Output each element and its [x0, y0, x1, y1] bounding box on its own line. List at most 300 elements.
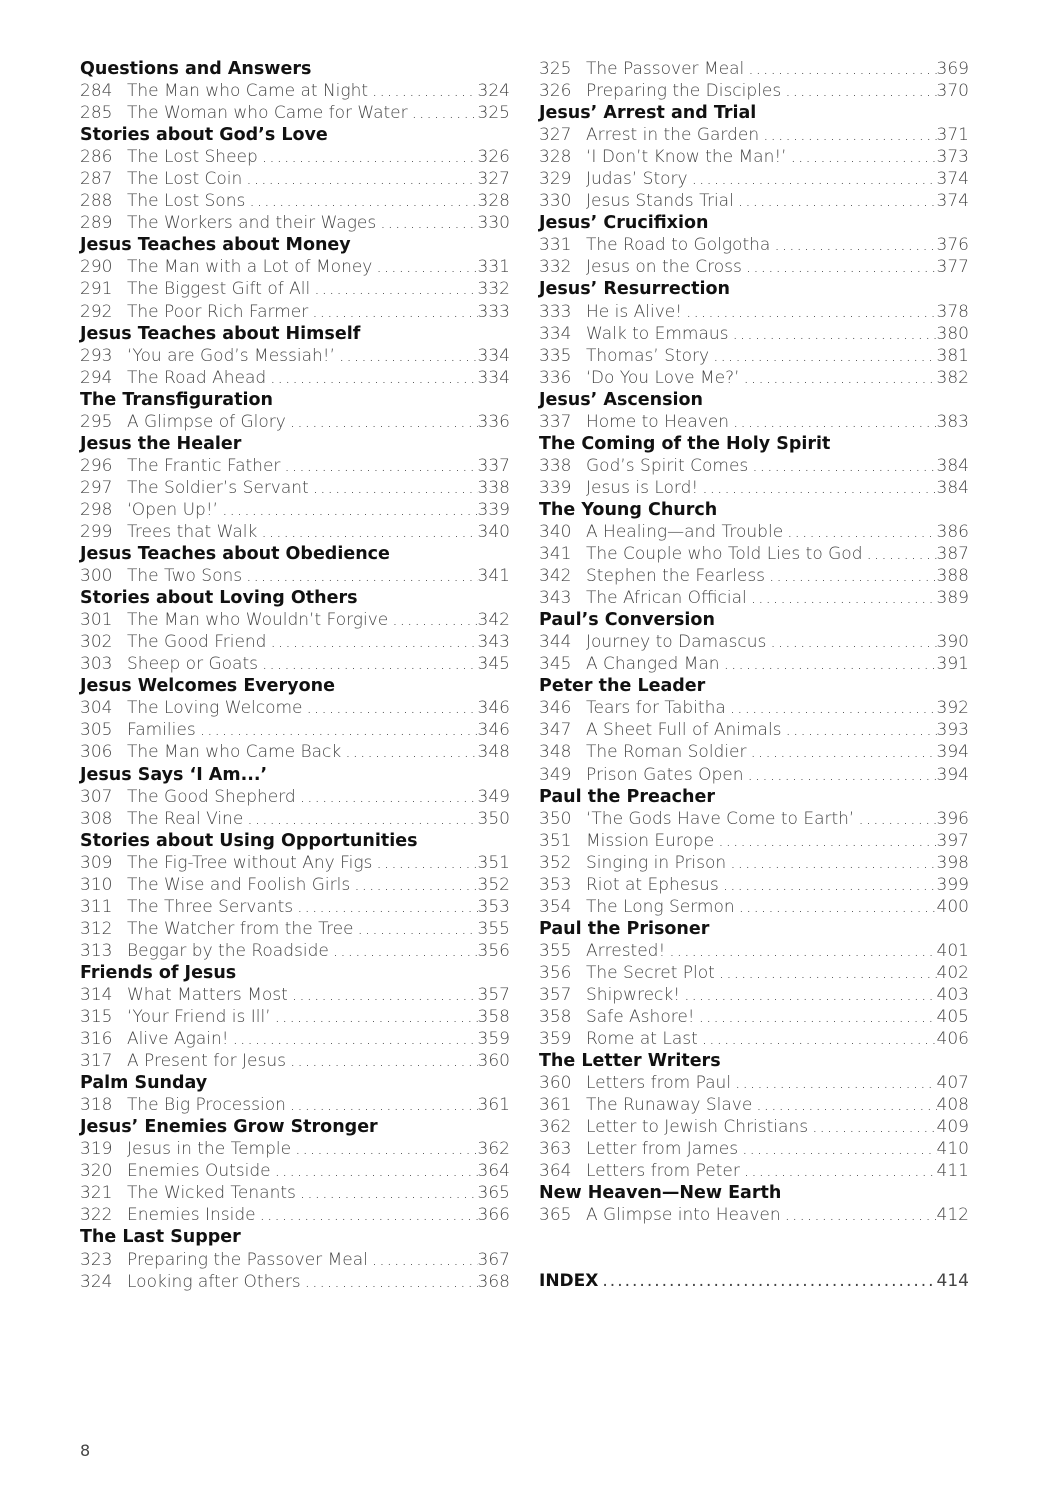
entry-number: 291	[80, 279, 113, 300]
leader-dots	[293, 896, 477, 918]
entry-number: 336	[539, 367, 572, 388]
toc-entry[interactable]	[539, 1204, 969, 1226]
toc-entry[interactable]	[80, 786, 510, 808]
section-heading: Questions and Answers	[80, 59, 312, 79]
entry-page: 370	[936, 81, 969, 102]
entry-page: 350	[477, 808, 510, 829]
entry-page: 326	[477, 147, 510, 168]
entry-title: The Passover Meal	[586, 59, 745, 79]
entry-number: 365	[539, 1205, 572, 1226]
toc-entry[interactable]	[539, 565, 969, 587]
entry-title: The Workers and their Wages	[127, 213, 377, 234]
entry-title: The Runaway Slave	[586, 1095, 753, 1116]
entry-title: Thomas’ Story	[586, 345, 710, 366]
toc-entry[interactable]	[80, 1160, 510, 1182]
leader-dots	[372, 852, 477, 874]
leader-dots	[376, 212, 477, 234]
entry-title: ‘Open Up!’	[127, 499, 219, 520]
entry-title: The Woman who Came for Water	[127, 103, 408, 124]
entry-number: 297	[80, 477, 113, 498]
entry-title: A Healing—and Trouble	[586, 521, 784, 542]
entry-number: 348	[539, 742, 572, 763]
toc-entry[interactable]	[539, 697, 969, 719]
entry-title: The Watcher from the Tree	[127, 918, 354, 939]
entry-number: 290	[80, 257, 113, 278]
toc-entry[interactable]	[80, 1050, 510, 1072]
toc-entry[interactable]	[539, 874, 969, 896]
leader-dots	[665, 940, 936, 962]
entry-title: Enemies Inside	[127, 1205, 256, 1226]
entry-number: 294	[80, 367, 113, 388]
toc-entry[interactable]	[80, 697, 510, 719]
section-heading: Jesus the Healer	[80, 433, 242, 454]
entry-title: Preparing the Passover Meal	[127, 1249, 368, 1270]
entry-number: 316	[80, 1029, 113, 1050]
entry-number: 323	[80, 1249, 113, 1270]
toc-entry[interactable]	[80, 521, 510, 543]
entry-title: The Good Friend	[127, 632, 267, 653]
entry-title: What Matters Most	[127, 984, 288, 1005]
section-heading: Jesus’ Resurrection	[539, 279, 730, 300]
entry-page: 333	[477, 301, 510, 322]
leader-dots	[698, 477, 936, 499]
leader-dots	[598, 1270, 936, 1292]
entry-title: Arrested!	[586, 940, 666, 961]
toc-entry[interactable]	[539, 543, 969, 565]
entry-page: 384	[936, 455, 969, 476]
leader-dots	[303, 697, 478, 719]
entry-number: 334	[539, 323, 572, 344]
entry-number: 352	[539, 852, 572, 873]
entry-number: 299	[80, 521, 113, 542]
entry-page: 390	[936, 632, 969, 653]
entry-page: 361	[477, 1095, 510, 1116]
leader-dots	[688, 168, 937, 190]
entry-title: Jesus in the Temple	[127, 1139, 292, 1160]
entry-page: 339	[477, 499, 510, 520]
entry-number: 312	[80, 918, 113, 939]
entry-number: 335	[539, 345, 572, 366]
entry-page: 388	[936, 566, 969, 587]
leader-dots	[747, 587, 937, 609]
entry-page: 376	[936, 235, 969, 256]
entry-title: The Man who Came Back	[127, 742, 342, 763]
toc-entry[interactable]	[539, 190, 969, 212]
section-heading: The Letter Writers	[539, 1051, 721, 1072]
entry-page: 362	[477, 1139, 510, 1160]
leader-dots	[719, 874, 937, 896]
entry-number: 311	[80, 896, 113, 917]
toc-entry[interactable]	[80, 1271, 510, 1293]
entry-title: The Three Servants	[127, 896, 294, 917]
entry-page: 387	[936, 544, 969, 565]
toc-entry[interactable]	[539, 234, 969, 256]
toc-entry[interactable]	[539, 455, 969, 477]
section-heading: Peter the Leader	[539, 676, 706, 697]
entry-title: The Frantic Father	[127, 455, 281, 476]
toc-entry[interactable]	[80, 1249, 510, 1271]
toc-entry[interactable]	[80, 1138, 510, 1160]
toc-entry[interactable]	[539, 896, 969, 918]
leader-dots	[266, 631, 477, 653]
toc-entry[interactable]	[539, 168, 969, 190]
entry-page: 377	[936, 257, 969, 278]
entry-title: Letters from Paul	[586, 1073, 732, 1094]
leader-dots	[734, 190, 937, 212]
toc-entry[interactable]	[539, 741, 969, 763]
leader-dots	[266, 367, 477, 389]
entry-title: The African Official	[586, 588, 747, 609]
toc-entry[interactable]	[80, 984, 510, 1006]
leader-dots	[740, 367, 937, 389]
entry-title: God’s Spirit Comes	[586, 455, 749, 476]
entry-number: 345	[539, 654, 572, 675]
entry-title: Walk to Emmaus	[586, 323, 729, 344]
entry-title: ‘You are God’s Messiah!’	[127, 345, 336, 366]
toc-entry[interactable]	[539, 58, 969, 80]
entry-number: 322	[80, 1205, 113, 1226]
toc-entry[interactable]	[539, 940, 969, 962]
leader-dots	[782, 719, 937, 741]
toc-entry[interactable]	[539, 146, 969, 168]
toc-entry[interactable]	[80, 741, 510, 763]
toc-entry[interactable]	[539, 323, 969, 345]
toc-entry[interactable]	[80, 918, 510, 940]
entry-page: 359	[477, 1029, 510, 1050]
entry-title: A Present for Jesus	[127, 1051, 286, 1072]
entry-title: Jesus on the Cross	[586, 257, 742, 278]
entry-number: 301	[80, 610, 113, 631]
entry-title: Letter to Jewish Christians	[586, 1117, 809, 1138]
entry-title: The Biggest Gift of All	[127, 279, 311, 300]
toc-entry[interactable]	[539, 477, 969, 499]
toc-entry[interactable]	[80, 1204, 510, 1226]
entry-title: Preparing the Disciples	[586, 81, 782, 102]
entry-number: 325	[539, 59, 572, 79]
toc-entry[interactable]	[539, 852, 969, 874]
index-page: 414	[936, 1271, 969, 1292]
leader-dots	[296, 1182, 478, 1204]
entry-number: 284	[80, 81, 113, 102]
toc-entry[interactable]	[539, 984, 969, 1006]
leader-dots	[808, 1116, 936, 1138]
entry-page: 407	[936, 1073, 969, 1094]
entry-number: 353	[539, 874, 572, 895]
entry-title: The Poor Rich Farmer	[127, 301, 309, 322]
section-heading: The Last Supper	[80, 1227, 241, 1248]
entry-page: 378	[936, 301, 969, 322]
entry-number: 326	[539, 81, 572, 102]
leader-dots	[329, 940, 478, 962]
section-heading: Jesus’ Ascension	[539, 389, 703, 410]
toc-entry[interactable]	[539, 1072, 969, 1094]
leader-dots	[787, 146, 937, 168]
index-label: INDEX	[539, 1271, 599, 1292]
entry-number: 332	[539, 257, 572, 278]
entry-number: 285	[80, 103, 113, 124]
entry-page: 367	[477, 1249, 510, 1270]
entry-title: The Fig-Tree without Any Figs	[127, 852, 373, 873]
entry-title: The Loving Welcome	[127, 698, 303, 719]
entry-number: 289	[80, 213, 113, 234]
entry-number: 330	[539, 191, 572, 212]
entry-title: A Glimpse into Heaven	[586, 1205, 781, 1226]
entry-title: Judas’ Story	[586, 169, 688, 190]
toc-entry[interactable]	[80, 653, 510, 675]
toc-entry[interactable]	[80, 1182, 510, 1204]
entry-number: 341	[539, 544, 572, 565]
entry-number: 351	[539, 830, 572, 851]
toc-entry[interactable]	[539, 653, 969, 675]
entry-number: 340	[539, 521, 572, 542]
toc-entry[interactable]	[539, 719, 969, 741]
toc-entry[interactable]	[539, 1138, 969, 1160]
leader-dots	[726, 697, 937, 719]
toc-entry[interactable]	[80, 940, 510, 962]
entry-page: 341	[477, 566, 510, 587]
toc-entry[interactable]	[80, 411, 510, 433]
toc-entry[interactable]	[80, 345, 510, 367]
toc-entry[interactable]	[539, 587, 969, 609]
entry-title: The Good Shepherd	[127, 786, 296, 807]
toc-entry[interactable]	[80, 1094, 510, 1116]
entry-title: ‘I Don’t Know the Man!’	[586, 147, 787, 168]
section-heading: The Young Church	[539, 499, 718, 520]
entry-page: 336	[477, 411, 510, 432]
toc-entry[interactable]	[539, 124, 969, 146]
toc-entry[interactable]	[80, 80, 510, 102]
entry-number: 295	[80, 411, 113, 432]
toc-entry[interactable]	[539, 521, 969, 543]
entry-title: The Lost Sons	[127, 191, 246, 212]
entry-number: 307	[80, 786, 113, 807]
section-heading: Stories about Using Opportunities	[80, 830, 418, 851]
entry-page: 325	[477, 103, 510, 124]
entry-page: 358	[477, 1007, 510, 1028]
entry-page: 351	[477, 852, 510, 873]
toc-entry[interactable]	[80, 367, 510, 389]
entry-title: Jesus Stands Trial	[586, 191, 734, 212]
entry-number: 302	[80, 632, 113, 653]
entry-title: Safe Ashore!	[586, 1007, 695, 1028]
entry-number: 324	[80, 1271, 113, 1292]
leader-dots	[335, 345, 478, 367]
toc-entry[interactable]	[80, 896, 510, 918]
leader-dots	[752, 1094, 936, 1116]
leader-dots	[286, 411, 478, 433]
entry-title: ‘Your Friend is Ill’	[127, 1007, 271, 1028]
entry-page: 384	[936, 477, 969, 498]
entry-number: 304	[80, 698, 113, 719]
leader-dots	[682, 301, 937, 323]
toc-rows-right	[539, 58, 969, 1226]
leader-dots	[742, 256, 937, 278]
entry-number: 360	[539, 1073, 572, 1094]
toc-entry[interactable]	[80, 565, 510, 587]
toc-entry[interactable]	[80, 719, 510, 741]
toc-entry[interactable]	[539, 256, 969, 278]
entry-page: 381	[936, 345, 969, 366]
toc-entry[interactable]	[539, 1160, 969, 1182]
entry-number: 338	[539, 455, 572, 476]
leader-dots	[368, 80, 478, 102]
toc-entry[interactable]	[80, 455, 510, 477]
toc-entry[interactable]	[80, 146, 510, 168]
entry-page: 368	[477, 1271, 510, 1292]
toc-entry[interactable]	[80, 301, 510, 323]
page-number: 8	[80, 1441, 91, 1460]
leader-dots	[759, 124, 936, 146]
entry-title: A Glimpse of Glory	[127, 411, 286, 432]
toc-entry[interactable]	[539, 808, 969, 830]
leader-dots	[243, 808, 477, 830]
entry-page: 406	[936, 1029, 969, 1050]
section-heading: Paul the Preacher	[539, 786, 715, 807]
leader-dots	[301, 1271, 478, 1293]
toc-entry[interactable]	[539, 764, 969, 786]
leader-dots	[296, 786, 478, 808]
entry-number: 342	[539, 566, 572, 587]
entry-number: 315	[80, 1007, 113, 1028]
entry-page: 394	[936, 764, 969, 785]
index-entry[interactable]	[539, 1270, 969, 1292]
entry-title: A Sheet Full of Animals	[586, 720, 782, 741]
entry-number: 328	[539, 147, 572, 168]
leader-dots	[280, 455, 477, 477]
entry-title: The Couple who Told Lies to God	[586, 544, 863, 565]
toc-entry[interactable]	[80, 102, 510, 124]
entry-number: 343	[539, 588, 572, 609]
leader-dots	[218, 499, 477, 521]
entry-title: Jesus is Lord!	[586, 477, 699, 498]
entry-title: Beggar by the Roadside	[127, 940, 329, 961]
entry-number: 308	[80, 808, 113, 829]
entry-title: The Wise and Foolish Girls	[127, 874, 351, 895]
entry-page: 366	[477, 1205, 510, 1226]
leader-dots	[743, 764, 936, 786]
toc-entry[interactable]	[539, 962, 969, 984]
entry-page: 408	[936, 1095, 969, 1116]
entry-page: 346	[477, 698, 510, 719]
toc-entry[interactable]	[80, 1006, 510, 1028]
toc-entry[interactable]	[80, 499, 510, 521]
toc-entry[interactable]	[80, 190, 510, 212]
toc-entry[interactable]	[80, 1028, 510, 1050]
entry-number: 354	[539, 896, 572, 917]
toc-entry[interactable]	[539, 1006, 969, 1028]
toc-entry[interactable]	[539, 80, 969, 102]
entry-title: Riot at Ephesus	[586, 874, 719, 895]
entry-page: 400	[936, 896, 969, 917]
entry-page: 396	[936, 808, 969, 829]
entry-page: 324	[477, 81, 510, 102]
toc-entry[interactable]	[539, 301, 969, 323]
entry-number: 359	[539, 1029, 572, 1050]
entry-title: A Changed Man	[586, 654, 720, 675]
toc-entry[interactable]	[80, 874, 510, 896]
entry-number: 333	[539, 301, 572, 322]
entry-title: He is Alive!	[586, 301, 683, 322]
entry-number: 310	[80, 874, 113, 895]
section-heading: Palm Sunday	[80, 1073, 208, 1094]
entry-page: 403	[936, 984, 969, 1005]
leader-dots	[196, 719, 478, 741]
toc-entry[interactable]	[80, 808, 510, 830]
entry-title: The Lost Sheep	[127, 147, 258, 168]
section-heading: The Coming of the Holy Spirit	[539, 433, 831, 454]
entry-page: 342	[477, 610, 510, 631]
entry-title: Letter from James	[586, 1139, 739, 1160]
entry-page: 412	[936, 1205, 969, 1226]
entry-title: The Two Sons	[127, 566, 243, 587]
section-heading: The Transfiguration	[80, 389, 273, 410]
entry-title: Alive Again!	[127, 1029, 229, 1050]
entry-page: 349	[477, 786, 510, 807]
entry-number: 356	[539, 962, 572, 983]
entry-title: Journey to Damascus	[586, 632, 767, 653]
entry-page: 352	[477, 874, 510, 895]
toc-entry[interactable]	[80, 631, 510, 653]
toc-entry[interactable]	[539, 1094, 969, 1116]
entry-number: 344	[539, 632, 572, 653]
toc-entry[interactable]	[539, 1028, 969, 1050]
leader-dots	[729, 323, 937, 345]
toc-entry[interactable]	[80, 852, 510, 874]
leader-dots	[242, 168, 477, 190]
leader-dots	[680, 984, 936, 1006]
leader-dots	[350, 874, 477, 896]
entry-page: 364	[477, 1161, 510, 1182]
leader-dots	[695, 1006, 937, 1028]
toc-entry[interactable]	[539, 345, 969, 367]
entry-page: 380	[936, 323, 969, 344]
entry-title: Trees that Walk	[127, 521, 258, 542]
toc-entry[interactable]	[80, 609, 510, 631]
entry-number: 363	[539, 1139, 572, 1160]
toc-entry[interactable]	[80, 278, 510, 300]
leader-dots	[766, 631, 936, 653]
leader-dots	[714, 830, 936, 852]
toc-entry[interactable]	[539, 411, 969, 433]
section-heading: Jesus Teaches about Obedience	[80, 544, 390, 565]
entry-title: Sheep or Goats	[127, 654, 258, 675]
toc-entry[interactable]	[80, 212, 510, 234]
entry-title: The Wicked Tenants	[127, 1183, 296, 1204]
toc-entry[interactable]	[539, 631, 969, 653]
entry-title: The Man with a Lot of Money	[127, 257, 373, 278]
entry-page: 343	[477, 632, 510, 653]
entry-page: 334	[477, 367, 510, 388]
leader-dots	[286, 1050, 478, 1072]
entry-title: Home to Heaven	[586, 411, 730, 432]
entry-title: The Lost Coin	[127, 169, 243, 190]
entry-page: 348	[477, 742, 510, 763]
entry-number: 306	[80, 742, 113, 763]
leader-dots	[242, 565, 477, 587]
toc-entry[interactable]	[539, 1116, 969, 1138]
entry-number: 329	[539, 169, 572, 190]
entry-title: Enemies Outside	[127, 1161, 271, 1182]
leader-dots	[747, 741, 937, 763]
toc-entry[interactable]	[80, 477, 510, 499]
toc-entry[interactable]	[80, 168, 510, 190]
toc-column-left	[80, 58, 510, 1293]
toc-entry[interactable]	[80, 256, 510, 278]
section-heading: Jesus’ Crucifixion	[539, 213, 709, 234]
toc-entry[interactable]	[539, 367, 969, 389]
section-heading: Jesus Teaches about Money	[80, 235, 351, 256]
toc-entry[interactable]	[539, 830, 969, 852]
